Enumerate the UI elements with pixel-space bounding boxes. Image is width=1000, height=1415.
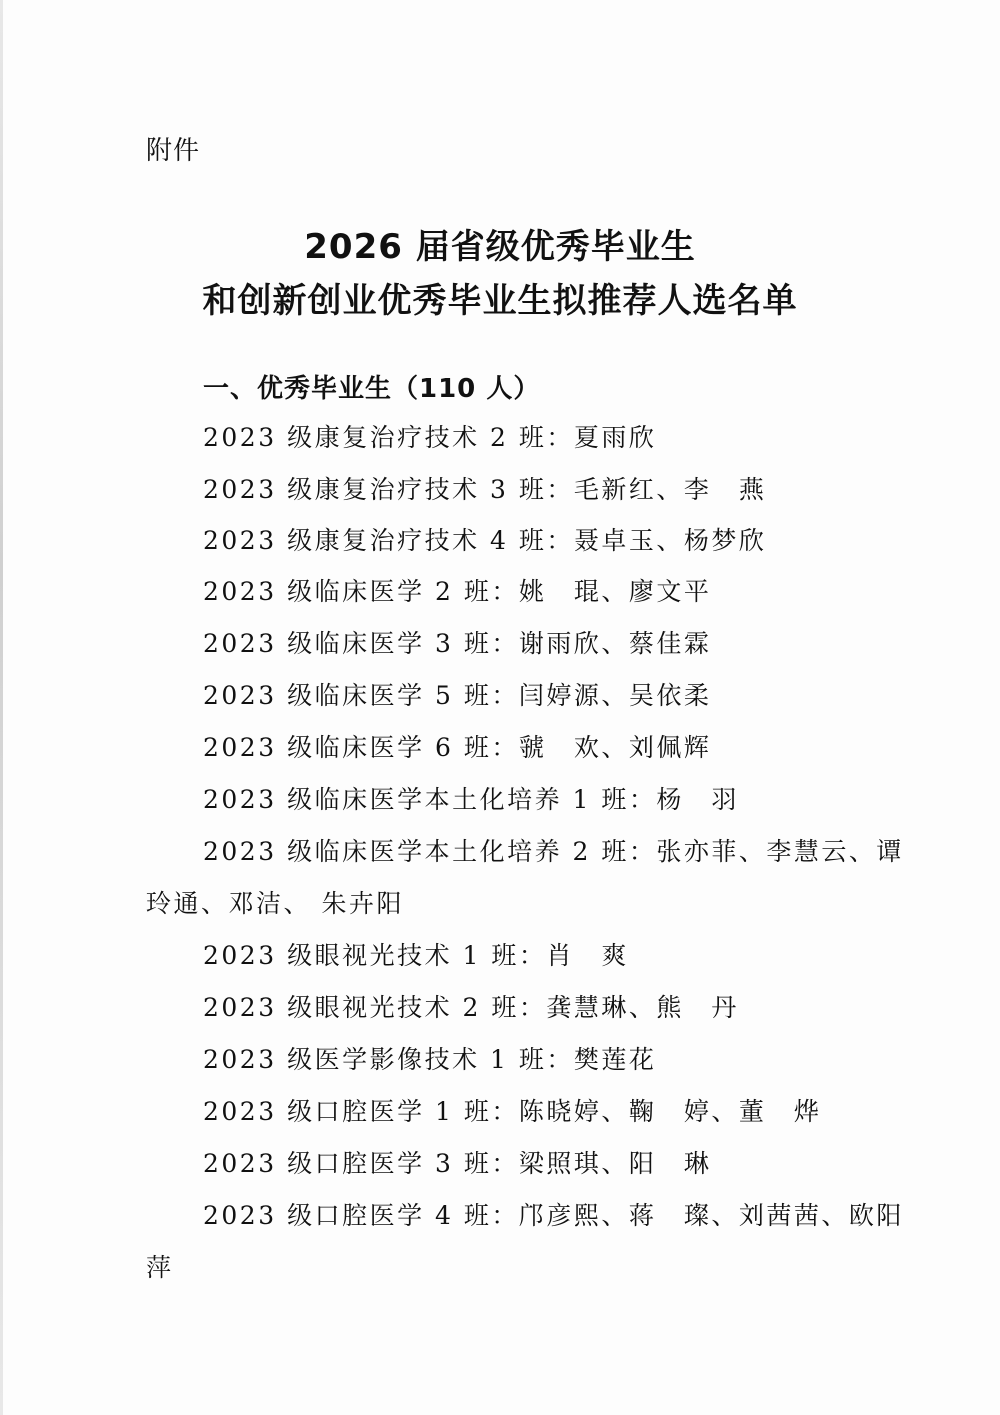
class-name: 2023 级临床医学 6 班： xyxy=(203,733,519,762)
student-names: 虢 欢、刘佩辉 xyxy=(518,733,712,762)
attachment-label: 附件 xyxy=(146,136,201,166)
list-item xyxy=(203,572,711,608)
list-item xyxy=(203,418,656,454)
list-item xyxy=(203,1196,904,1232)
list-item xyxy=(203,676,711,712)
list-item xyxy=(203,832,904,868)
class-name: 2023 级康复治疗技术 4 班： xyxy=(203,526,574,555)
class-name: 2023 级临床医学 3 班： xyxy=(203,629,519,658)
class-name: 2023 级眼视光技术 1 班： xyxy=(203,941,547,970)
page-edge-shadow xyxy=(0,0,3,1415)
class-name: 2023 级临床医学本土化培养 2 班： xyxy=(203,837,657,866)
list-item xyxy=(203,728,711,764)
student-names: 闫婷源、吴依柔 xyxy=(518,681,712,710)
list-item xyxy=(203,1092,821,1128)
student-names: 聂卓玉、杨梦欣 xyxy=(573,526,767,555)
class-name: 2023 级康复治疗技术 2 班： xyxy=(203,423,574,452)
student-names: 陈晓婷、鞠 婷、董 烨 xyxy=(518,1097,822,1126)
class-name: 2023 级口腔医学 4 班： xyxy=(203,1201,519,1230)
list-item xyxy=(203,1040,656,1076)
class-name: 2023 级口腔医学 3 班： xyxy=(203,1149,519,1178)
student-names: 夏雨欣 xyxy=(573,423,657,452)
list-item xyxy=(203,988,739,1024)
student-names: 张亦菲、李慧云、谭 xyxy=(656,837,904,866)
list-item xyxy=(203,1144,711,1180)
list-item xyxy=(203,521,766,557)
class-name: 2023 级医学影像技术 1 班： xyxy=(203,1045,574,1074)
class-name: 2023 级临床医学 5 班： xyxy=(203,681,519,710)
student-names: 邝彦熙、蒋 璨、刘茜茜、欧阳 xyxy=(518,1201,904,1230)
student-names: 龚慧琳、熊 丹 xyxy=(546,993,739,1022)
section-heading: 一、优秀毕业生（110 人） xyxy=(203,374,541,404)
document-title-line-2: 和创新创业优秀毕业生拟推荐人选名单 xyxy=(202,281,798,321)
student-names: 梁照琪、阳 琳 xyxy=(518,1149,712,1178)
list-item xyxy=(203,780,739,816)
class-name: 2023 级眼视光技术 2 班： xyxy=(203,993,547,1022)
class-name: 2023 级临床医学 2 班： xyxy=(203,577,519,606)
class-name: 2023 级康复治疗技术 3 班： xyxy=(203,475,574,504)
class-name: 2023 级口腔医学 1 班： xyxy=(203,1097,519,1126)
list-item xyxy=(203,624,711,660)
class-name: 2023 级临床医学本土化培养 1 班： xyxy=(203,785,657,814)
student-names: 毛新红、李 燕 xyxy=(573,475,767,504)
student-names: 肖 爽 xyxy=(546,941,629,970)
student-names: 樊莲花 xyxy=(573,1045,657,1074)
student-names: 杨 羽 xyxy=(656,785,739,814)
list-item xyxy=(203,470,766,506)
list-item-continuation: 萍 xyxy=(146,1253,174,1282)
list-item-continuation: 玲通、邓洁、 朱卉阳 xyxy=(146,889,404,918)
student-names: 姚 琨、廖文平 xyxy=(518,577,712,606)
student-names: 谢雨欣、蔡佳霖 xyxy=(518,629,712,658)
document-title-line-1: 2026 届省级优秀毕业生 xyxy=(304,227,696,267)
list-item xyxy=(203,936,629,972)
